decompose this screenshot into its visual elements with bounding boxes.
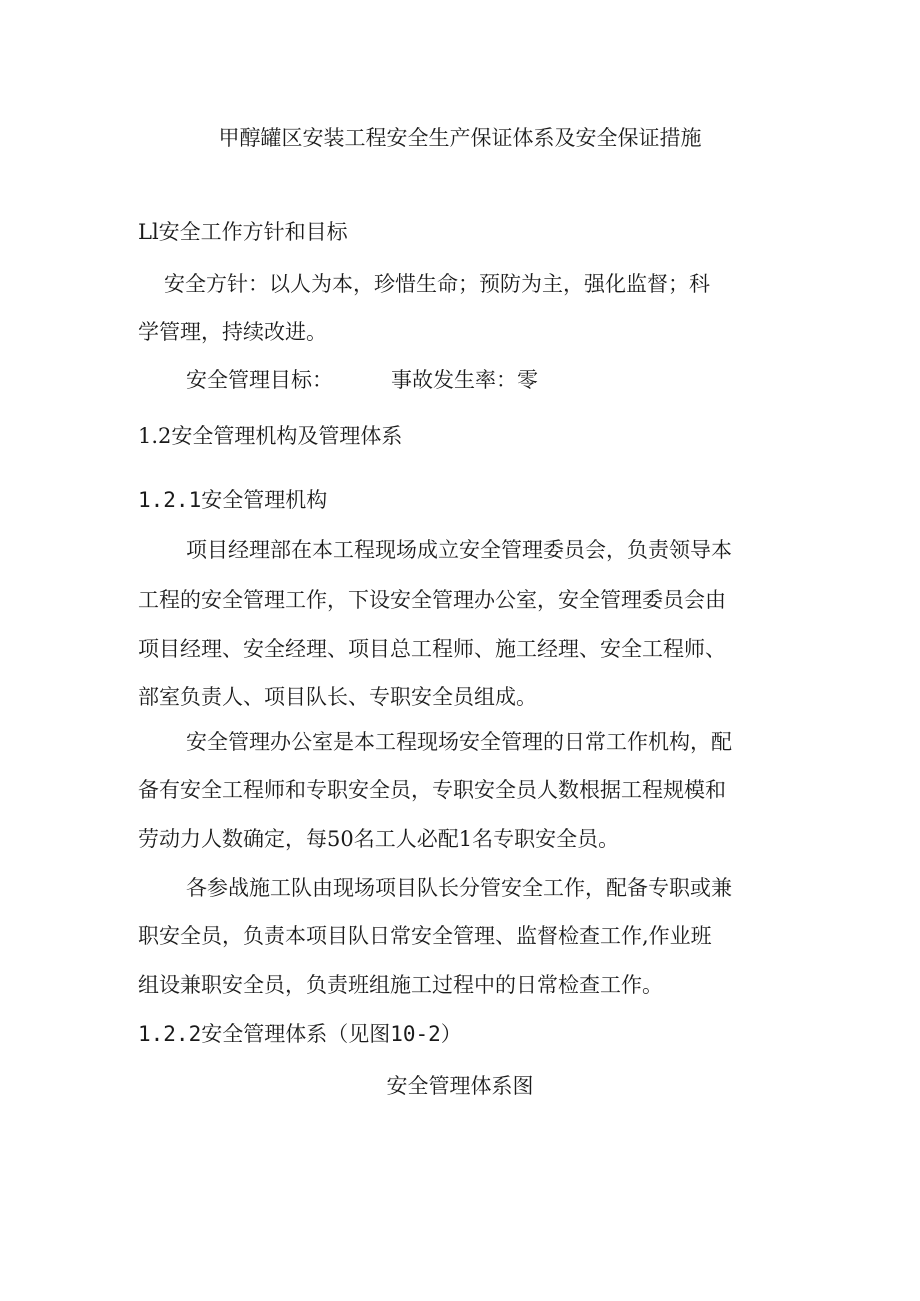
paragraph-line: 劳动力人数确定，每50名工人必配1名专职安全员。 <box>138 827 620 851</box>
section-heading-1-2-2: 1.2.2安全管理体系（见图10-2） <box>138 1022 462 1046</box>
paragraph-line: 安全管理办公室是本工程现场安全管理的日常工作机构，配 <box>186 730 732 754</box>
safety-policy-line-2: 学管理，持续改进。 <box>138 320 327 344</box>
paragraph-line: 组设兼职安全员，负责班组施工过程中的日常检查工作。 <box>138 973 663 997</box>
paragraph-line: 部室负责人、项目队长、专职安全员组成。 <box>138 685 537 709</box>
paragraph-line: 工程的安全管理工作，下设安全管理办公室，安全管理委员会由 <box>138 588 726 612</box>
safety-target-label: 安全管理目标： <box>186 368 333 392</box>
section-heading-1-2: 1.2安全管理机构及管理体系 <box>138 424 403 448</box>
document-title: 甲醇罐区安装工程安全生产保证体系及安全保证措施 <box>218 126 702 150</box>
safety-target-value: 事故发生率：零 <box>391 368 538 392</box>
paragraph-line: 备有安全工程师和专职安全员，专职安全员人数根据工程规模和 <box>138 778 726 802</box>
section-heading-1-1: Ll安全工作方针和目标 <box>138 220 348 244</box>
paragraph-line: 项目经理部在本工程现场成立安全管理委员会，负责领导本 <box>186 538 732 562</box>
safety-target-row <box>186 366 538 394</box>
paragraph-line: 各参战施工队由现场项目队长分管安全工作，配备专职或兼 <box>186 876 732 900</box>
section-heading-1-2-1: 1.2.1安全管理机构 <box>138 488 328 512</box>
figure-title: 安全管理体系图 <box>386 1074 534 1098</box>
paragraph-line: 职安全员，负责本项目队日常安全管理、监督检查工作,作业班 <box>138 924 712 948</box>
paragraph-line: 项目经理、安全经理、项目总工程师、施工经理、安全工程师、 <box>138 637 726 661</box>
safety-policy-line-1: 安全方针：以人为本，珍惜生命；预防为主，强化监督；科 <box>164 272 710 296</box>
